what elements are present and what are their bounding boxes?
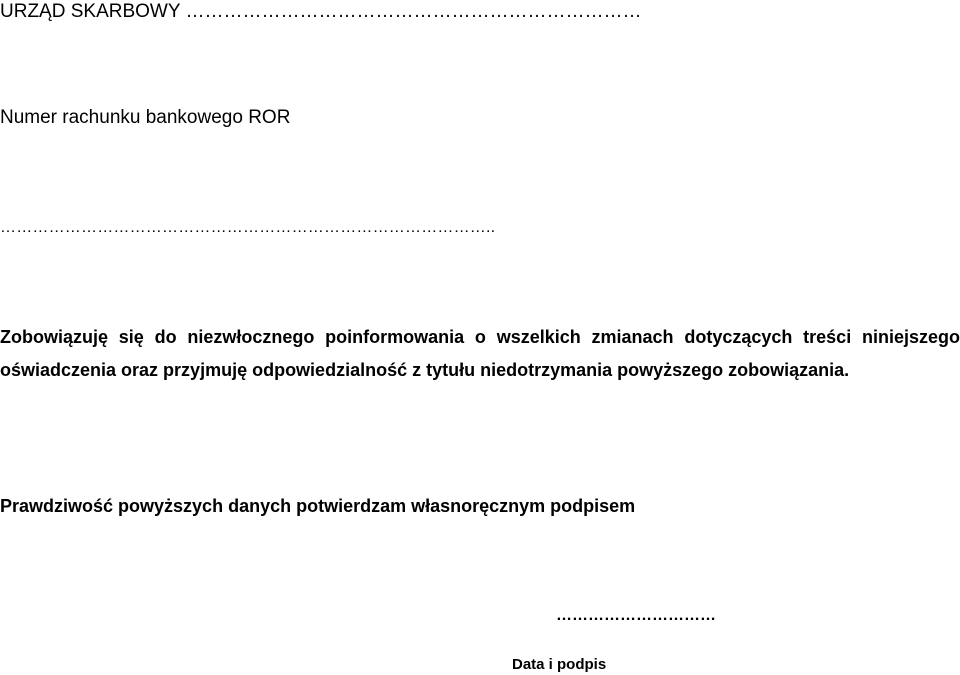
tax-office-label: URZĄD SKARBOWY xyxy=(0,1,181,22)
tax-office-line xyxy=(0,0,641,24)
tax-office-dots: ……………………………………………………………… xyxy=(185,1,642,22)
confirmation-statement: Prawdziwość powyższych danych potwierdzam własnoręcznym podpisem xyxy=(0,496,636,516)
commitment-paragraph: Zobowiązuję się do niezwłocznego poinformowania o wszelkich zmianach dotyczących treści niniejszego oświadczenia oraz przyjmuję odpowiedzialność z tytułu niedotrzymania powyższego zobowiązania. xyxy=(0,327,960,380)
bank-account-dots: ……………………………………………………………………………….. xyxy=(0,219,496,236)
bank-account-label: Numer rachunku bankowego ROR xyxy=(0,107,291,128)
signature-dots: ………………………… xyxy=(556,607,716,624)
signature-label: Data i podpis xyxy=(512,656,607,673)
